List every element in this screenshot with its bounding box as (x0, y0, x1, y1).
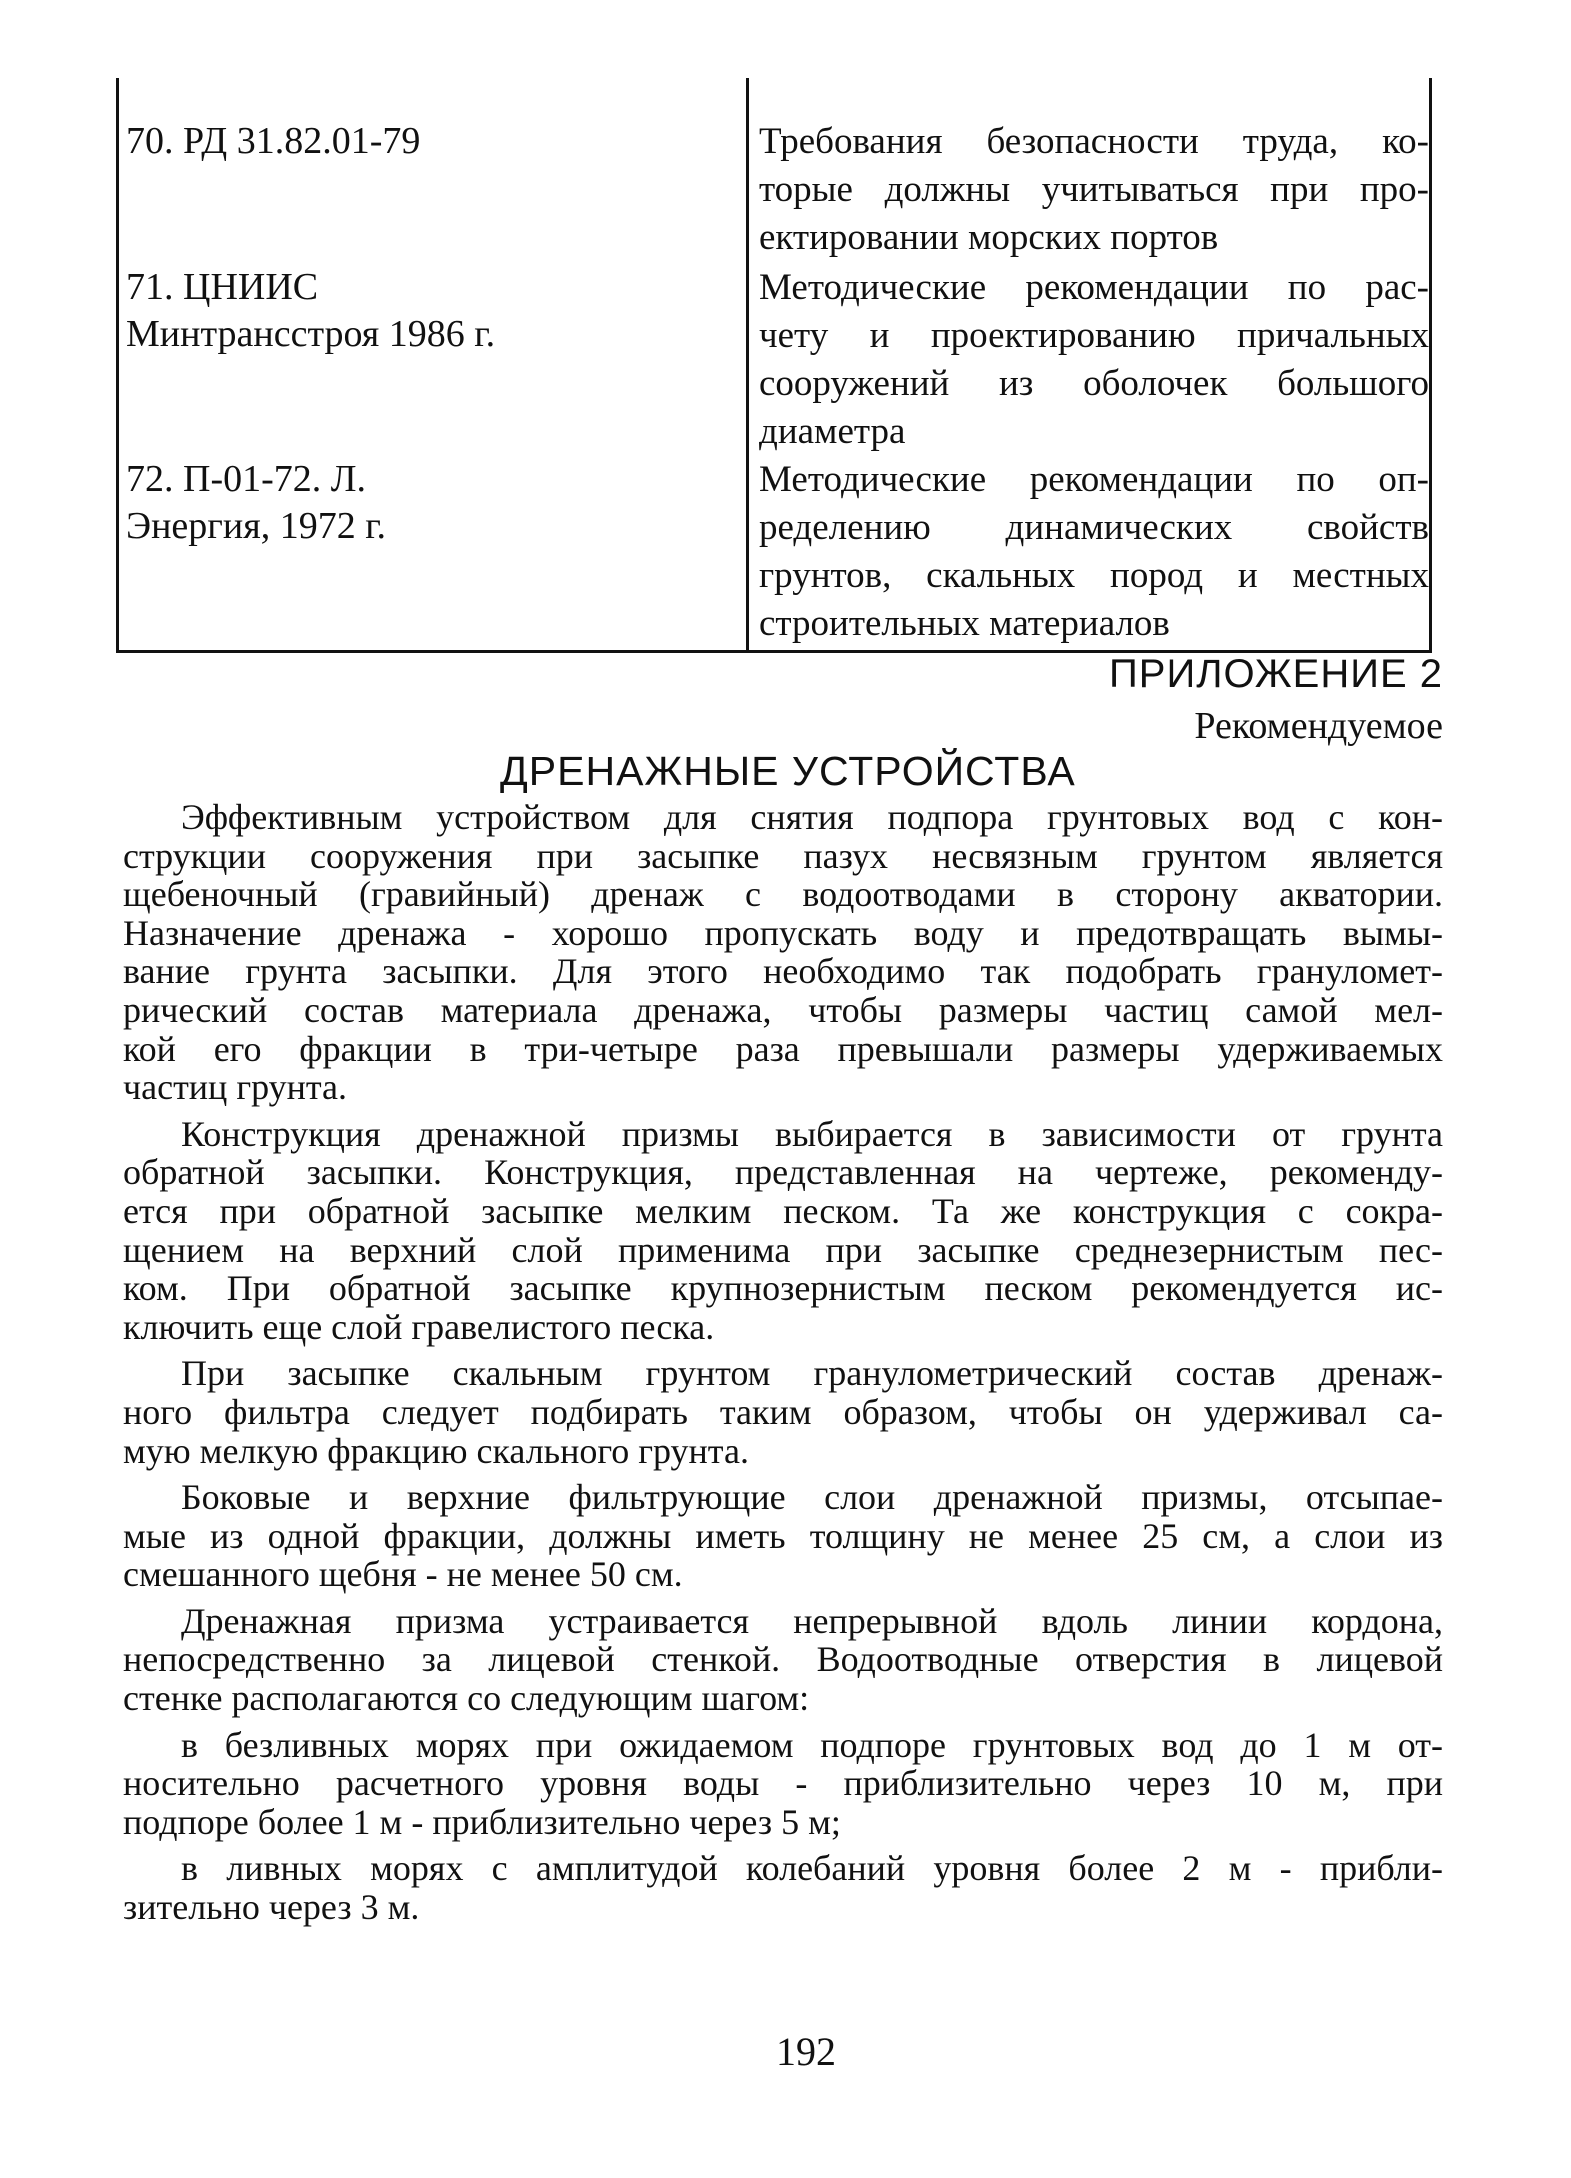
text-line: струкции сооружения при засыпке пазух несвязным грунтом является (123, 835, 1443, 876)
reference-title-line: торые должны учитываться при про- (759, 169, 1429, 210)
text-line: При засыпке скальным грунтом гранулометрический состав дренаж- (181, 1353, 1443, 1394)
text-line: Боковые и верхние фильтрующие слои дренажной призмы, отсыпае- (181, 1477, 1443, 1518)
reference-title-71 (759, 264, 1429, 456)
text-line: Эффективным устройством для снятия подпора грунтовых вод с кон- (181, 797, 1443, 837)
reference-title-line: Методические рекомендации по рас- (759, 267, 1429, 308)
table-border-right (1429, 78, 1432, 652)
reference-title-line: ределению динамических свойств (759, 507, 1429, 548)
reference-title-line: чету и проектированию причальных (759, 315, 1429, 356)
paragraph-7 (123, 1849, 1443, 1926)
reference-title-70 (759, 118, 1429, 262)
text-line: Дренажная призма устраивается непрерывной вдоль линии кордона, (181, 1600, 1443, 1641)
reference-title-72 (759, 456, 1429, 648)
appendix-title: ПРИЛОЖЕНИЕ 2 (1109, 652, 1443, 696)
text-line: носительно расчетного уровня воды - приблизительно через 10 м, при (123, 1763, 1443, 1804)
reference-title-line: Методические рекомендации по оп- (759, 459, 1429, 500)
text-line: ется при обратной засыпке мелким песком. Та же конструкция с сокра- (123, 1190, 1443, 1231)
reference-source-line: Энергия, 1972 г. (126, 505, 386, 547)
paragraph-2 (123, 1115, 1443, 1347)
reference-source-72 (126, 456, 746, 550)
table-column-divider (746, 78, 749, 652)
text-line: ного фильтра следует подбирать таким образом, чтобы он удерживал са- (123, 1391, 1443, 1432)
paragraph-6 (123, 1726, 1443, 1842)
paragraph-1 (123, 798, 1443, 1107)
reference-source-line: 72. П-01-72. Л. (126, 458, 367, 500)
reference-title-line: Требования безопасности труда, ко- (759, 121, 1429, 162)
references-table (116, 112, 1433, 650)
text-line: щением на верхний слой применима при засыпке среднезернистым пес- (123, 1229, 1443, 1270)
text-line: ключить еще слой гравелистого песка. (123, 1306, 715, 1347)
page-number: 192 (776, 2029, 836, 2074)
text-line: в безливных морях при ожидаемом подпоре грунтовых вод до 1 м от- (181, 1724, 1443, 1765)
text-line: подпоре более 1 м - приблизительно через 5 м; (123, 1801, 841, 1842)
paragraph-4 (123, 1478, 1443, 1594)
text-line: щебеночный (гравийный) дренаж с водоотводами в сторону акватории. (123, 874, 1443, 915)
text-line: ком. При обратной засыпке крупнозернистым песком рекомендуется ис- (123, 1268, 1443, 1309)
reference-title-line: грунтов, скальных пород и местных (759, 555, 1429, 596)
text-line: стенке располагаются со следующим шагом: (123, 1678, 810, 1719)
text-line: частиц грунта. (123, 1067, 348, 1108)
text-line: Конструкция дренажной призмы выбирается в зависимости от грунта (181, 1113, 1443, 1154)
reference-title-line: строительных материалов (759, 603, 1170, 644)
text-line: рический состав материала дренажа, чтобы размеры частиц самой мел- (123, 989, 1443, 1030)
text-line: вание грунта засыпки. Для этого необходимо так подобрать грануломет- (123, 951, 1443, 992)
text-line: мые из одной фракции, должны иметь толщину не менее 25 см, а слои из (123, 1515, 1443, 1556)
table-border-left (116, 78, 119, 652)
text-line: Назначение дренажа - хорошо пропускать воду и предотвращать вымы- (123, 912, 1443, 953)
reference-title-line: ектировании морских портов (759, 217, 1219, 258)
reference-title-line: диаметра (759, 411, 906, 452)
reference-source-70 (126, 118, 746, 165)
text-line: смешанного щебня - не менее 50 см. (123, 1554, 683, 1595)
reference-source-line: 70. РД 31.82.01-79 (126, 120, 421, 162)
reference-source-line: Минтрансстроя 1986 г. (126, 313, 496, 355)
appendix-subtitle: Рекомендуемое (1194, 705, 1443, 747)
reference-source-71 (126, 264, 746, 358)
text-line: в ливных морях с амплитудой колебаний уровня более 2 м - прибли- (181, 1848, 1443, 1889)
text-line: непосредственно за лицевой стенкой. Водоотводные отверстия в лицевой (123, 1639, 1443, 1680)
paragraph-3 (123, 1354, 1443, 1470)
text-line: мую мелкую фракцию скального грунта. (123, 1430, 749, 1471)
text-line: зительно через 3 м. (123, 1887, 420, 1928)
reference-source-line: 71. ЦНИИС (126, 266, 319, 308)
reference-title-line: сооружений из оболочек большого (759, 363, 1429, 404)
text-line: обратной засыпки. Конструкция, представленная на чертеже, рекоменду- (123, 1152, 1443, 1193)
paragraph-5 (123, 1602, 1443, 1718)
section-title: ДРЕНАЖНЫЕ УСТРОЙСТВА (500, 748, 1076, 794)
text-line: кой его фракции в три-четыре раза превышали размеры удерживаемых (123, 1028, 1443, 1069)
body-text (123, 798, 1443, 1935)
